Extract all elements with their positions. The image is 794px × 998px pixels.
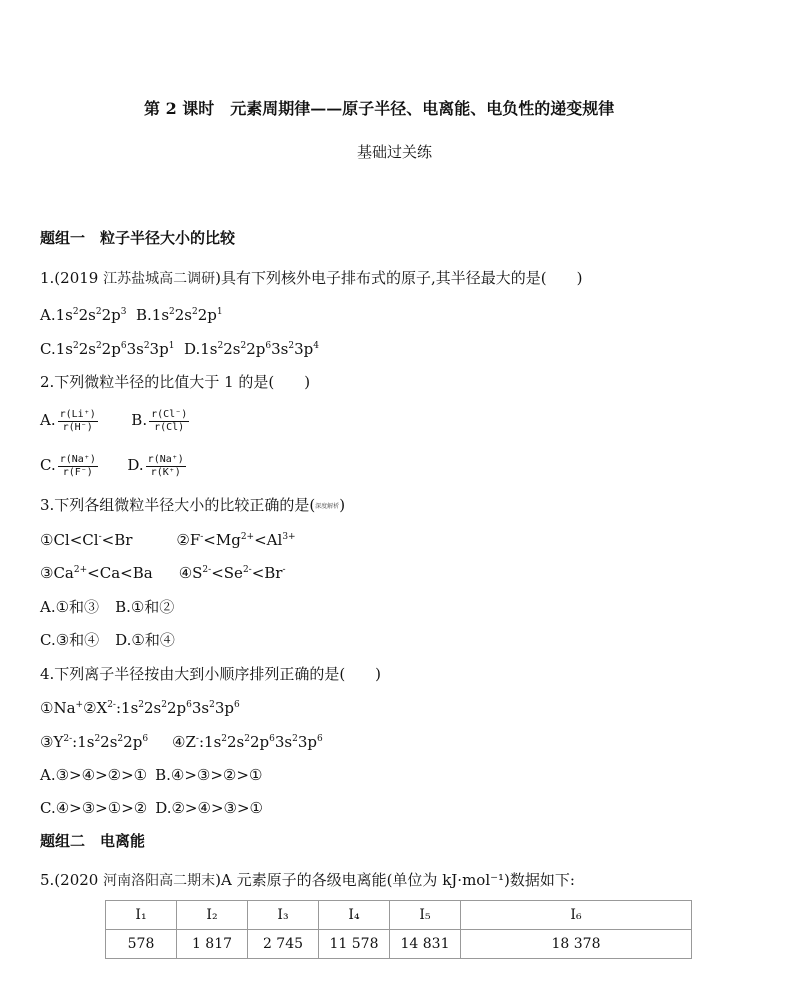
question-1-source-note: 江苏盐城高二调研 — [103, 271, 216, 287]
table-row — [106, 930, 692, 959]
question-1-options-ab: $A.1s^22s^22p^3$ $B.1s^22s^22p^1$ — [40, 306, 223, 324]
question-1-prefix: 1.(2019 — [40, 269, 99, 287]
table-header-cell: I₃ — [248, 901, 319, 930]
table-header-cell: I₂ — [177, 901, 248, 930]
table-header-cell: I₁ — [106, 901, 177, 930]
page-title: 第 2 课时 元素周期律——原子半径、电离能、电负性的递变规律 — [144, 99, 615, 118]
group-2-heading: 题组二 电离能 — [40, 832, 146, 850]
option-b-fraction: $\frac{r(Cl^-)}{r(Cl)}$ — [151, 408, 188, 433]
question-1-text: )具有下列核外电子排布式的原子,其半径最大的是( ) — [215, 269, 583, 287]
question-5-text: )A 元素原子的各级电离能(单位为 kJ·mol⁻¹)数据如下: — [215, 871, 575, 889]
option-a-label: A. — [40, 411, 56, 429]
table-cell: 578 — [106, 930, 177, 959]
question-3-items-12: ①Cl<Cl-<Br $②F^-<Mg^{2+}<Al^{3+}$ — [40, 531, 296, 549]
page-subtitle: 基础过关练 — [357, 143, 433, 161]
question-2: 2.下列微粒半径的比值大于 1 的是( ) — [40, 373, 311, 391]
question-3-tag: 深度解析 — [315, 503, 340, 510]
question-4: 4.下列离子半径按由大到小顺序排列正确的是( ) — [40, 665, 382, 683]
option-a-fraction: $\frac{r(Li^+)}{r(H^-)}$ — [59, 408, 96, 433]
question-4-items-34: $③Y^{2-}:1s^22s^22p^6$ $④Z^-:1s^22s^22p^63s^23p^6$ — [40, 733, 323, 751]
option-d-label: D. — [127, 456, 144, 474]
question-5 — [40, 870, 575, 891]
option-b-label: B. — [131, 411, 148, 429]
question-4-options-cd: C.④>③>①>② D.②>④>③>① — [40, 799, 263, 817]
table-header-cell: I₆ — [461, 901, 692, 930]
ionization-energy-table — [105, 900, 692, 959]
table-cell: 2 745 — [248, 930, 319, 959]
option-d-fraction: $\frac{r(Na^+)}{r(K^+)}$ — [147, 453, 184, 478]
question-1-options-cd: $C.1s^22s^22p^63s^23p^1$ $D.1s^22s^22p^63s^23p^4$ — [40, 340, 319, 358]
table-cell: 14 831 — [390, 930, 461, 959]
question-3-items-34: $③Ca^{2+}<Ca<Ba$ $④S^{2-}<Se^{2-}<Br^-$ — [40, 564, 286, 582]
question-3-options-cd: C.③和④ D.①和④ — [40, 631, 175, 649]
group-1-heading: 题组一 粒子半径大小的比较 — [40, 229, 236, 247]
question-4-items-12: $①Na^+②X^{2-}:1s^22s^22p^63s^23p^6$ — [40, 699, 240, 717]
question-3: 3.下列各组微粒半径大小的比较正确的是(深度解析) — [40, 496, 346, 514]
table-cell: 18 378 — [461, 930, 692, 959]
question-5-prefix: 5.(2020 — [40, 871, 99, 889]
question-2-options-ab — [40, 404, 191, 436]
question-5-source-note: 河南洛阳高二期末 — [103, 873, 216, 889]
question-3-options-ab: A.①和③ B.①和② — [40, 598, 175, 616]
question-2-options-cd — [40, 449, 188, 481]
table-cell: 11 578 — [319, 930, 390, 959]
question-1 — [40, 268, 582, 289]
table-header-cell: I₄ — [319, 901, 390, 930]
table-cell: 1 817 — [177, 930, 248, 959]
table-header-row — [106, 901, 692, 930]
question-3-text: 3.下列各组微粒半径大小的比较正确的是( — [40, 496, 316, 514]
question-4-options-ab: A.③>④>②>① B.④>③>②>① — [40, 766, 263, 784]
option-c-label: C. — [40, 456, 56, 474]
option-c-fraction: $\frac{r(Na^+)}{r(F^-)}$ — [59, 453, 96, 478]
table-header-cell: I₅ — [390, 901, 461, 930]
